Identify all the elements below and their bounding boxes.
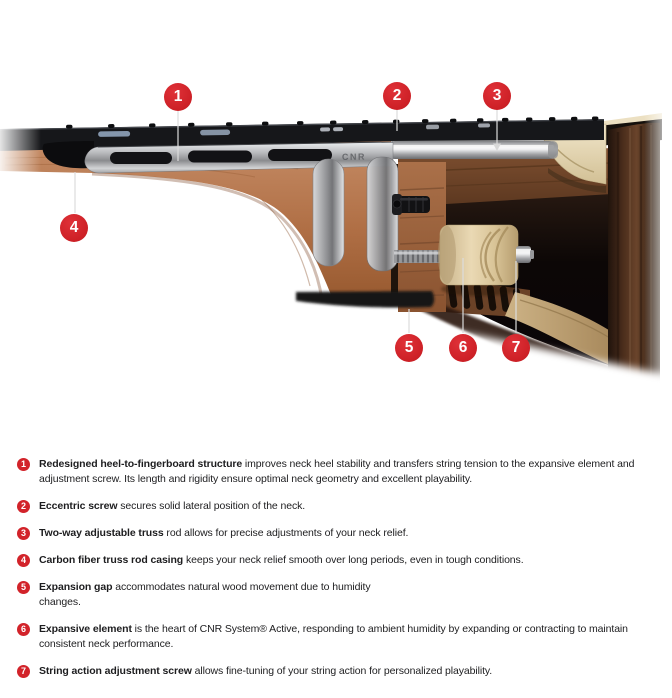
legend-item-2 <box>17 499 644 514</box>
legend-item-7 <box>17 664 644 679</box>
callout-1 <box>164 83 192 111</box>
callout-2 <box>383 82 411 110</box>
callout-3 <box>483 82 511 110</box>
callout-1-number: 1 <box>173 88 183 106</box>
callout-4 <box>60 214 88 242</box>
legend-item-6 <box>17 622 644 652</box>
legend-badge-6: 6 <box>17 623 30 636</box>
legend-text-5: Expansion gap accommodates natural wood movement due to humidity changes. <box>39 581 371 608</box>
legend-item-1 <box>17 457 644 487</box>
legend-badge-1: 1 <box>17 458 30 471</box>
legend-item-4 <box>17 553 644 568</box>
legend-text-1: Redesigned heel-to-fingerboard structure improves neck heel stability and transfers string tension to the expansive element and adjustment screw. Its length and rigidity ensure optimal neck geometry and excellent playability. <box>39 458 635 485</box>
callout-4-number: 4 <box>69 219 79 237</box>
callout-7 <box>502 334 530 362</box>
truss-rod <box>386 141 558 159</box>
callout-3-number: 3 <box>492 87 502 105</box>
legend-badge-3: 3 <box>17 527 30 540</box>
legend-list <box>0 430 672 679</box>
legend-text-4: Carbon fiber truss rod casing keeps your neck relief smooth over long periods, even in tough conditions. <box>39 554 524 566</box>
legend-text-7: String action adjustment screw allows fine-tuning of your string action for personalized playability. <box>39 665 493 677</box>
neck-block-face <box>398 162 446 312</box>
legend-item-5 <box>17 580 644 610</box>
callout-6 <box>449 334 477 362</box>
legend-badge-7: 7 <box>17 665 30 678</box>
legend-badge-4: 4 <box>17 554 30 567</box>
callout-5 <box>395 334 423 362</box>
legend-text-2: Eccentric screw secures solid lateral position of the neck. <box>39 500 306 512</box>
callout-2-number: 2 <box>392 87 402 105</box>
eccentric-screw <box>392 194 430 215</box>
threaded-rod <box>394 250 444 263</box>
bracket-bar-left <box>313 159 344 266</box>
channel-engraving: CNR <box>341 151 367 162</box>
callout-5-number: 5 <box>404 339 414 357</box>
callout-6-number: 6 <box>458 339 468 357</box>
legend-text-6: Expansive element is the heart of CNR System® Active, responding to ambient humidity by expanding or contracting to maintain consistent neck performance. <box>39 623 628 650</box>
callout-7-number: 7 <box>511 339 521 357</box>
legend-badge-2: 2 <box>17 500 30 513</box>
legend-text-3: Two-way adjustable truss rod allows for precise adjustments of your neck relief. <box>39 527 409 539</box>
legend-badge-5: 5 <box>17 581 30 594</box>
heel-bottom-edge <box>296 291 434 308</box>
legend-item-3 <box>17 526 644 541</box>
